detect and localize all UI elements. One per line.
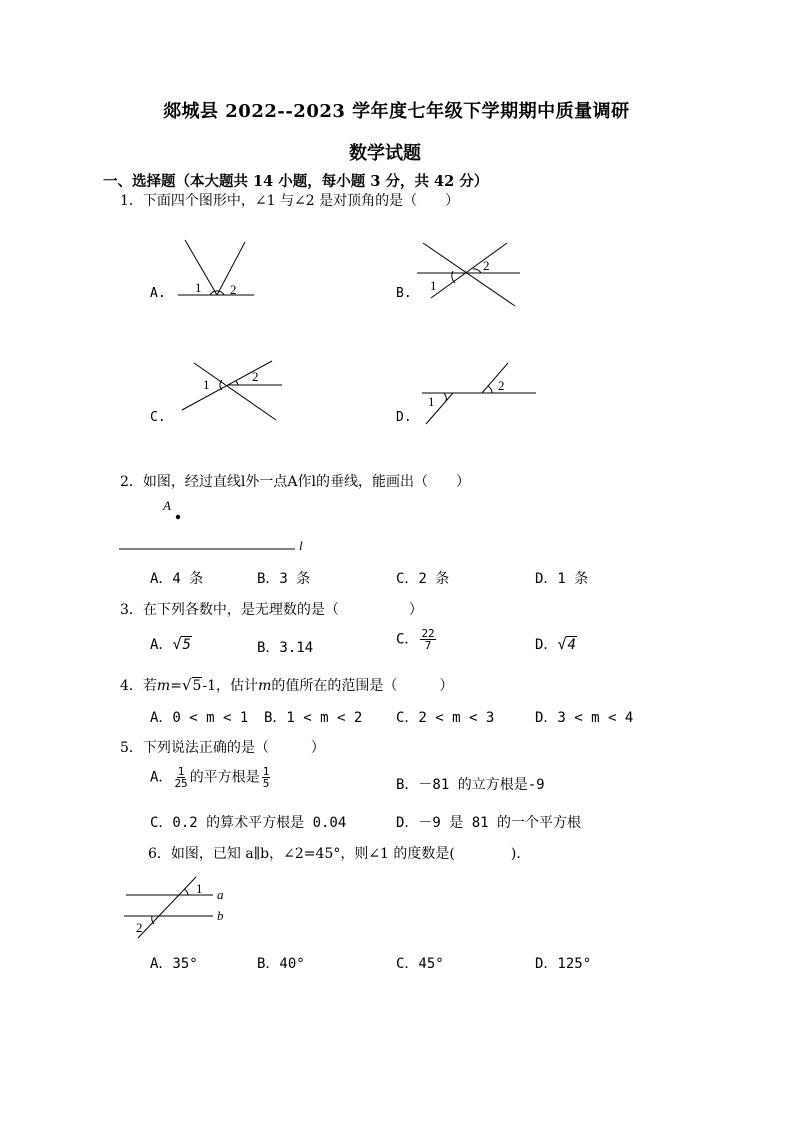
q3-c-denominator: 7 (424, 639, 432, 652)
section-heading: 一、选择题（本大题共 14 小题，每小题 3 分，共 42 分） (103, 173, 489, 190)
question-5-stem: 5．下列说法正确的是（ ） (120, 740, 325, 756)
q3-c-numerator: 22 (421, 627, 435, 640)
question-6-stem: 6．如图，已知 a∥b，∠2=45°，则∠1 的度数是( ). (148, 846, 521, 862)
q2-line-label: l (299, 538, 303, 553)
q2-point-a (176, 515, 180, 519)
q5-a-numerator2: 1 (262, 765, 270, 778)
q3-c-label: C． (396, 631, 419, 648)
q5-a-denominator2: 5 (262, 777, 270, 790)
q6-figure (118, 872, 233, 942)
q1-a-angle2-label: 2 (230, 282, 237, 297)
q4-option-d[interactable]: D．3 < m < 4 (535, 710, 634, 726)
q1-option-c-label: C. (150, 410, 166, 425)
q4-option-c[interactable]: C．2 < m < 3 (396, 710, 495, 726)
q1-figure-b (415, 238, 525, 308)
q2-option-c[interactable]: C．2 条 (396, 571, 450, 587)
q2-option-b[interactable]: B．3 条 (257, 571, 311, 587)
q5-a-numerator: 1 (177, 765, 185, 778)
q1-c-angle1-label: 1 (203, 377, 210, 392)
q6-line-a-label: a (217, 887, 224, 902)
q6-option-b[interactable]: B．40° (257, 956, 305, 972)
question-2-stem: 2．如图，经过直线l外一点A作l的垂线，能画出（ ） (120, 474, 470, 490)
q1-figure-d (418, 358, 543, 428)
q4-option-a[interactable]: A．0 < m < 1 (150, 710, 249, 726)
q1-option-d-label: D. (396, 410, 412, 425)
q5-option-d[interactable]: D．－9 是 81 的一个平方根 (396, 815, 582, 831)
q5-option-a[interactable]: A． $\frac{1}{25}$ 的平方根是 $\frac{1}{5}$ (150, 765, 270, 790)
q1-d-angle1-label: 1 (428, 394, 435, 409)
q1-figure-a (170, 235, 260, 300)
q3-a-label: A． (150, 637, 173, 653)
q1-b-angle1-label: 1 (430, 278, 437, 293)
q3-option-b[interactable]: B．3.14 (257, 640, 314, 656)
q1-b-angle2-label: 2 (483, 258, 490, 273)
q5-option-b[interactable]: B．－81 的立方根是-9 (396, 777, 545, 793)
q2-option-d[interactable]: D．1 条 (535, 571, 589, 587)
q5-option-c[interactable]: C．0.2 的算术平方根是 0.04 (150, 815, 347, 831)
q3-d-radicand: 4 (567, 637, 576, 653)
q3-option-c[interactable] (396, 628, 438, 651)
q1-a-angle1-label: 1 (195, 280, 202, 295)
q5-a-denominator: 25 (174, 777, 188, 790)
q6-angle1-label: 1 (196, 881, 203, 896)
q3-option-d[interactable]: D． √ 4 (535, 635, 576, 653)
q6-option-a[interactable]: A．35° (150, 956, 198, 972)
q3-d-label: D． (535, 637, 558, 653)
q2-point-label: A (163, 498, 171, 513)
q4-option-b[interactable]: B．1 < m < 2 (264, 710, 363, 726)
page-subtitle: 数学试题 (349, 143, 421, 164)
q6-option-c[interactable]: C．45° (396, 956, 444, 972)
q6-line-b-label: b (217, 908, 224, 923)
question-4-stem: 4．若m= √ 5 -1，估计m的值所在的范围是（ ） (120, 676, 454, 694)
q1-option-b-label: B. (396, 286, 412, 301)
page-title: 郯城县 2022--2023 学年度七年级下学期期中质量调研 (163, 101, 630, 122)
q1-c-angle2-label: 2 (252, 369, 259, 384)
q6-option-d[interactable]: D．125° (535, 956, 592, 972)
q4-var-m2: m (258, 678, 272, 694)
q1-option-a-label: A. (150, 286, 166, 301)
q2-figure (115, 496, 325, 558)
q3-option-a[interactable]: A． √ 5 (150, 635, 191, 653)
question-1-stem: 1．下面四个图形中，∠1 与∠2 是对顶角的是（ ） (120, 193, 460, 209)
q6-angle2-label: 2 (136, 920, 143, 935)
q2-option-a[interactable]: A．4 条 (150, 571, 204, 587)
question-3-stem: 3．在下列各数中，是无理数的是（ ） (120, 602, 423, 618)
q4-var-m: m (156, 678, 171, 694)
q1-d-angle2-label: 2 (498, 378, 505, 393)
q4-radicand: 5 (192, 678, 202, 694)
q1-figure-c (180, 358, 290, 423)
q3-a-radicand: 5 (182, 637, 191, 653)
